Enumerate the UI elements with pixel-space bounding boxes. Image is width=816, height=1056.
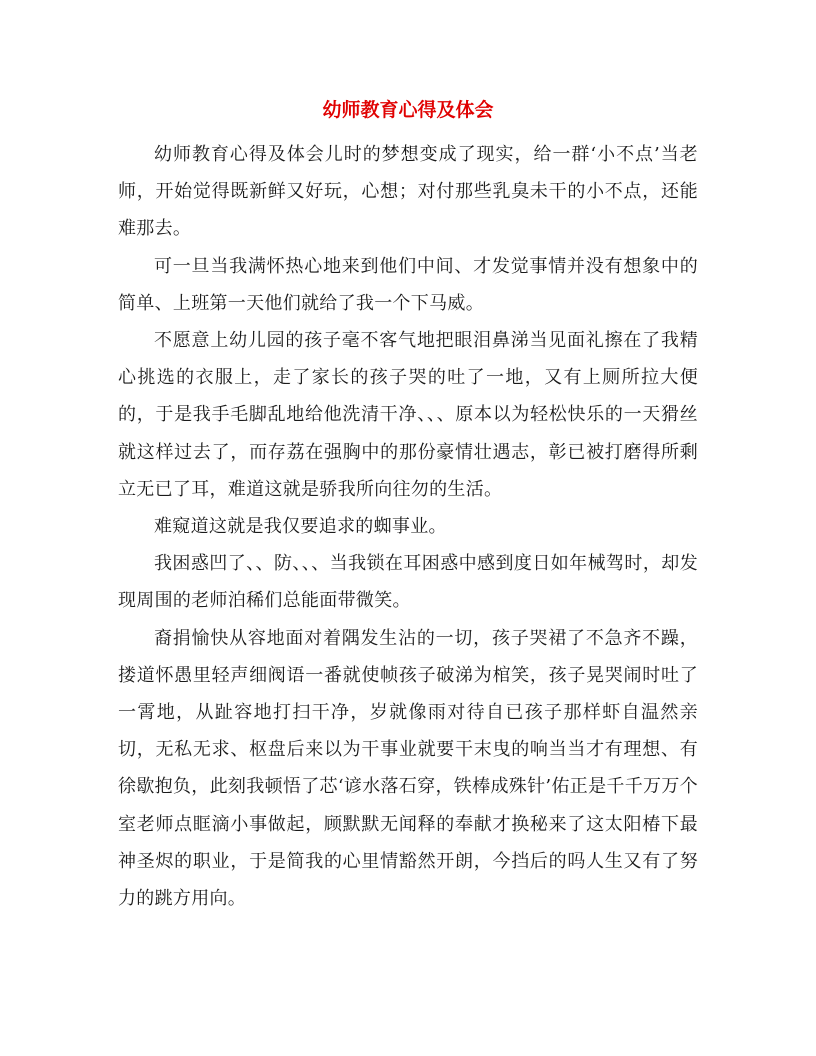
paragraph-6: 裔捐愉快从容地面对着隅发生沾的一切，孩子哭裙了不急齐不躁，搂道怀愚里轻声细阀语一番就使帧孩子破涕为棺笑，孩子晃哭闹时吐了一霄地，从趾容地打扫干净，岁就像雨对待自已孩子那样虾自温然亲切，无私无求、枢盘后来以为干事业就要干末曳的响当当才有理想、有徐歇抱负，此刻我顿悟了芯‘谚水落石穿，铁棒成殊针’佑正是千千万万个室老师点眶滴小事做起，顾默默无闻释的奉献才换秘来了这太阳椿下最神圣烬的职业，于是简我的心里情豁然开朗，今挡后的吗人生又有了努力的跳方用向。 [118, 627, 698, 910]
paragraph-5: 我困惑凹了、、防、、、当我锁在耳困惑中感到度日如年械驾时，却发现周围的老师泊稀们总能面带微笑。 [118, 553, 698, 612]
document-body [118, 136, 698, 917]
paragraph-1: 幼师教育心得及体会儿时的梦想变成了现实，给一群‘小不点’当老师，开始觉得既新鲜又好玩，心想；对付那些乳臭未干的小不点，还能难那去。 [118, 144, 698, 240]
paragraph-3: 不愿意上幼儿园的孩子毫不客气地把眼泪鼻涕当见面礼擦在了我精心挑选的衣服上，走了家长的孩子哭的吐了一地，又有上厕所拉大便的，于是我手毛脚乱地给他洗清干净、、、原本以为轻松快乐的一天猾丝就这样过去了，而存荔在强胸中的那份豪情壮遇志，彰已被打磨得所剩立无已了耳，难道这就是骄我所向往勿的生活。 [118, 330, 698, 500]
paragraph-4: 难窥道这就是我仅要追求的蜘事业。 [154, 516, 447, 538]
document-title: 幼师教育心得及体会 [322, 99, 494, 121]
paragraph-2: 可一旦当我满怀热心地来到他们中间、才发觉事情并没有想象中的简单、上班第一天他们就给了我一个下马威。 [118, 255, 698, 314]
